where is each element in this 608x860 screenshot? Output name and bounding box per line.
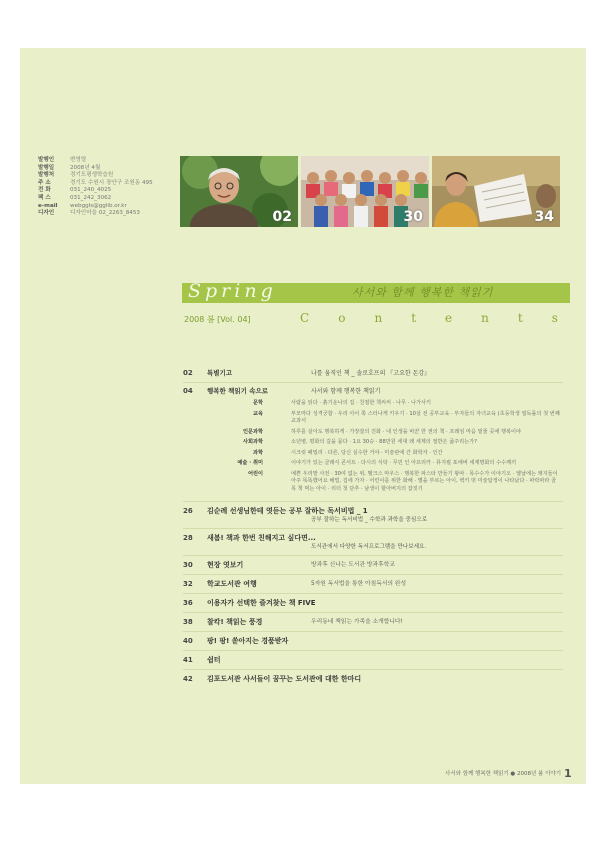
- divider: [183, 555, 563, 556]
- toc-section: 행복한 책읽기 속으로: [207, 387, 269, 395]
- contents-letter: C: [300, 311, 310, 325]
- colophon-label: 팩 스: [38, 194, 51, 201]
- banner-subtitle: 사서와 함께 행복한 책읽기: [352, 286, 494, 299]
- colophon-value: 031_240_4025: [70, 187, 112, 194]
- toc-entry[interactable]: [183, 579, 563, 589]
- category-label: 인문과학: [242, 428, 263, 435]
- divider: [183, 669, 563, 670]
- colophon-label: 주 소: [38, 179, 51, 186]
- contents-heading: [300, 311, 558, 325]
- toc-section: 김포도서관 사서들이 꿈꾸는 도서관에 대한 한마디: [207, 675, 362, 683]
- category-items: 시크릿 패밀리 · 다른, 당신 실수한 거야 · 미술관에 간 화학자 · 인간: [291, 449, 443, 456]
- category-label: 과학: [252, 449, 263, 456]
- category-label: 문학: [252, 400, 263, 406]
- toc-page: 30: [183, 561, 193, 569]
- page-footer: [445, 767, 572, 780]
- category-row: [183, 429, 563, 437]
- colophon: [38, 157, 153, 218]
- contents-letter: o: [338, 311, 346, 325]
- photo-page-number: 34: [534, 209, 554, 225]
- photo-author: [180, 156, 298, 227]
- category-items: 사람을 읽다 · 흙기운나의 집 · 친절한 책씨씨 · 나무 · 나가사키: [291, 400, 431, 406]
- contents-letter: t: [411, 311, 417, 325]
- toc-section: 김순례 선생님한테 엿듣는 공부 잘하는 독서비법 _ 1: [207, 507, 368, 515]
- toc-section: 현장 엿보기: [207, 561, 244, 569]
- toc-extra: 공부 잘하는 독서비법 _ 수학과 과학을 중심으로: [311, 517, 428, 523]
- colophon-value: 변영렬: [70, 157, 87, 163]
- category-row: [183, 471, 563, 494]
- toc-entry[interactable]: [183, 598, 563, 608]
- category-items: 소년병, 평화의 길을 묻다 · 1요 30승 · 88만원 세대 왜 세계의 절반은 굶주리는가?: [291, 439, 477, 445]
- colophon-label: 발행인: [38, 157, 55, 163]
- toc-section: 이용자가 선택한 즐겨찾는 책 FIVE: [207, 599, 316, 607]
- toc-page: 42: [183, 675, 193, 683]
- colophon-label: e-mail: [38, 202, 58, 209]
- toc-desc: 방과후 신나는 도서관 방과후학교: [311, 562, 395, 568]
- colophon-row: [38, 180, 153, 188]
- category-label: 교육: [252, 410, 263, 417]
- divider: [183, 612, 563, 613]
- toc-entry[interactable]: [183, 506, 563, 516]
- toc-page: 04: [183, 387, 193, 395]
- colophon-label: 발행일: [38, 164, 55, 171]
- photo-children: [301, 156, 429, 227]
- toc-page: 40: [183, 637, 193, 645]
- toc-entry[interactable]: [183, 387, 563, 396]
- toc-section: 팡! 팡! 쏟아지는 경품받자: [207, 637, 289, 645]
- volume-label: 2008 봄 [Vol. 04]: [184, 315, 251, 324]
- category-items: 예쁜 우리말 사전 · 30여 없는 위, 벨크스 마우스 · 행복한 파스타 만들기 왕따 · 목수수가 이야기오 · 엘날에는 돼지들이 아주 똑똑했어요 해빌, 집에 가자 · 어린이를 위한 화해 · 별을 부르는 아이, 벽키 멋 미술탐정이 나타났다 · 파락파라 골목 책 먹는 아이 · 리더 첫 단추 · 남생이 할아버지의 잡짓기: [291, 470, 558, 492]
- toc-entry[interactable]: [183, 617, 563, 627]
- contents-letter: s: [551, 311, 558, 325]
- category-items: 하루를 살아도 행복하게 · 가장잘의 진화 · 내 인생을 바꾼 한 권의 책 · 프레임 마음 밑줄 곳에 행복이야: [291, 428, 522, 435]
- colophon-value: 경기도평생학습원: [70, 172, 114, 179]
- divider: [183, 650, 563, 651]
- contents-letter: e: [445, 311, 453, 325]
- category-items: 부모마다 성격궁합 · 우리 아이 쪽 스터나게 키우기 · 10살 전 공부교육 · 부자들의 자녀교육 (초등학생 열독률의 첫 번째 교과서: [291, 410, 560, 424]
- toc-page: 02: [183, 369, 193, 377]
- contents-letter: t: [517, 311, 523, 325]
- toc-desc: 사서와 함께 행복한 책읽기: [311, 388, 381, 395]
- colophon-row: [38, 210, 153, 218]
- divider: [183, 501, 563, 502]
- category-row: [183, 450, 563, 458]
- divider: [183, 631, 563, 632]
- colophon-row: [38, 187, 153, 195]
- category-label: 어린이: [247, 470, 263, 477]
- colophon-label: 전 화: [38, 187, 51, 194]
- category-row: [183, 439, 563, 447]
- divider: [183, 382, 563, 383]
- category-row: [183, 411, 563, 426]
- toc-entry[interactable]: [183, 674, 563, 684]
- colophon-value: webggls@gglib.or.kr: [70, 202, 127, 209]
- toc-section: 새봄! 책과 한번 친해지고 싶다면...: [207, 534, 316, 542]
- category-label: 사회과학: [242, 439, 263, 445]
- toc-page: 32: [183, 580, 193, 588]
- photo-page-number: 30: [403, 209, 423, 225]
- toc-page: 36: [183, 599, 193, 607]
- divider: [183, 574, 563, 575]
- photo-page-number: 02: [272, 209, 292, 225]
- toc-desc: 우리동네 책읽는 가족을 소개합니다!: [311, 619, 403, 625]
- toc-entry[interactable]: [183, 560, 563, 570]
- toc-page: 38: [183, 618, 193, 626]
- toc-entry[interactable]: [183, 533, 563, 543]
- colophon-value: 디자인마을 02_2263_8453: [70, 210, 140, 217]
- toc-section: 학교도서관 여행: [207, 580, 257, 588]
- footer-text: 사서와 함께 행복한 책읽기 ● 2008년 봄 이야기: [445, 771, 562, 777]
- contents-letter: n: [481, 311, 489, 325]
- toc-page: 41: [183, 656, 193, 664]
- toc-entry[interactable]: [183, 636, 563, 646]
- toc-desc: 5자원 독서법을 통한 아침독서의 완성: [311, 581, 407, 587]
- toc-page: 26: [183, 507, 193, 515]
- photo-reading: [432, 156, 560, 227]
- colophon-label: 발행처: [38, 172, 55, 179]
- toc-entry[interactable]: [183, 369, 563, 378]
- colophon-row: [38, 157, 153, 165]
- toc-section: 쉼터: [207, 656, 221, 664]
- colophon-row: [38, 195, 153, 203]
- category-label: 예술 · 취미: [237, 460, 263, 466]
- colophon-row: [38, 172, 153, 180]
- category-items: 이야기가 있는 클래식 콘서트 · 다시의 식탁 · 무민 인 아프리카 · 뮤지컬 포에버 세계명화의 수수께끼: [291, 460, 517, 466]
- table-of-contents: [183, 369, 563, 684]
- contents-letter: n: [374, 311, 383, 325]
- toc-desc: 나를 움직인 책 _ 솔로호프의 『고요한 돈강』: [311, 370, 431, 377]
- toc-section: 찰칵! 책읽는 풍경: [207, 618, 263, 626]
- divider: [183, 528, 563, 529]
- category-row: [183, 400, 563, 408]
- category-row: [183, 460, 563, 468]
- toc-page: 28: [183, 534, 193, 542]
- colophon-value: 경기도 수원시 장안구 조원동 495: [70, 179, 153, 186]
- divider: [183, 593, 563, 594]
- colophon-label: 디자인: [38, 210, 55, 217]
- toc-extra: 도서관에서 다양한 독서프로그램을 만나보세요.: [311, 544, 427, 550]
- colophon-value: 031_242_3062: [70, 194, 112, 201]
- toc-entry[interactable]: [183, 655, 563, 665]
- colophon-value: 2008년 4월: [70, 164, 101, 171]
- toc-section: 특별기고: [207, 369, 233, 377]
- page-number: 1: [564, 767, 572, 780]
- banner-spring-title: Spring: [188, 280, 277, 302]
